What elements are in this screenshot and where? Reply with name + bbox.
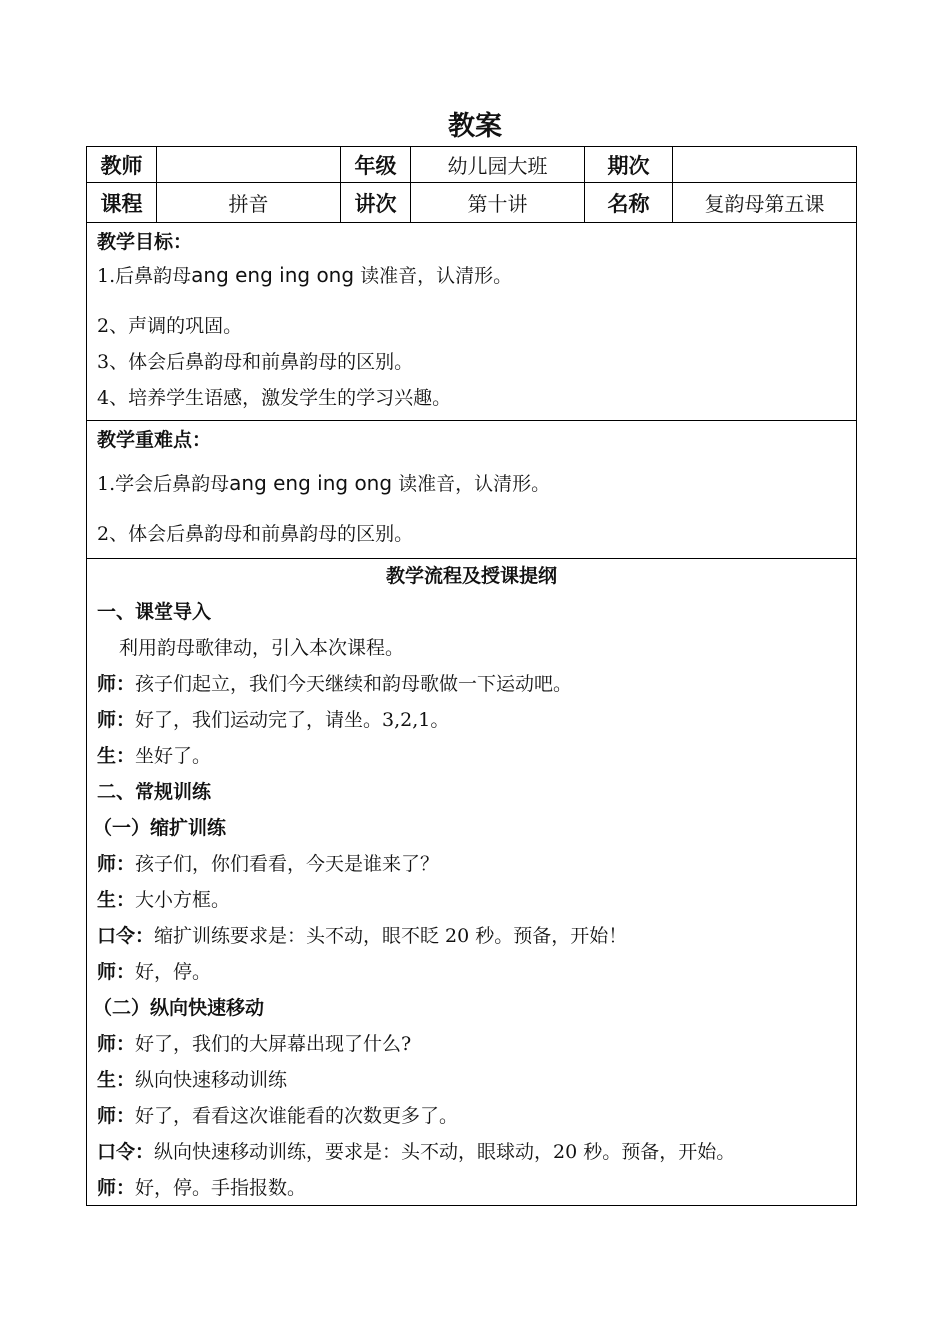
dialogue-line [97, 957, 211, 984]
dialogue-line [97, 705, 449, 732]
period-value [673, 147, 856, 182]
speaker-label: 师： [97, 1177, 136, 1199]
objective-3: 3、体会后鼻韵母和前鼻韵母的区别。 [97, 351, 414, 373]
speaker-label: 口令： [97, 1141, 155, 1163]
dialogue-text: 孩子们，你们看看，今天是谁来了？ [135, 853, 440, 875]
objective-1 [97, 261, 512, 288]
dialogue-line [97, 1065, 287, 1092]
speaker-label: 生： [97, 745, 136, 767]
dialogue-line [97, 669, 572, 696]
objective-4: 4、培养学生语感，激发学生的学习兴趣。 [97, 387, 452, 409]
section-2-title: 二、常规训练 [97, 781, 212, 803]
grade-label: 年级 [341, 147, 411, 182]
speaker-label: 师： [97, 709, 136, 731]
teacher-value [157, 147, 341, 182]
keypoint-1 [97, 469, 550, 496]
speaker-label: 师： [97, 961, 136, 983]
lesson-plan-table [86, 146, 857, 1206]
objectives-section [87, 223, 856, 421]
dialogue-line [97, 849, 439, 876]
subsection-1-title: （一）缩扩训练 [93, 817, 227, 839]
dialogue-line [97, 1101, 458, 1128]
objective-2: 2、声调的巩固。 [97, 315, 243, 337]
objective-1-prefix: 1.后鼻韵母 [97, 265, 192, 287]
objective-1-pinyin: ang eng ing ong [191, 263, 355, 287]
keypoint-1-prefix: 1.学会后鼻韵母 [97, 473, 230, 495]
objectives-heading: 教学目标： [97, 231, 193, 253]
name-value: 复韵母第五课 [704, 192, 825, 216]
keypoints-heading: 教学重难点： [97, 429, 212, 451]
lecture-value: 第十讲 [411, 183, 585, 222]
dialogue-text: 好，停。手指报数。 [135, 1177, 307, 1199]
page-title: 教案 [448, 111, 502, 142]
name-label: 名称 [585, 183, 673, 222]
dialogue-text: 缩扩训练要求是：头不动，眼不眨 20 秒。预备，开始！ [154, 925, 628, 947]
dialogue-line [97, 1029, 411, 1056]
keypoint-1-pinyin: ang eng ing ong [229, 471, 393, 495]
lecture-label: 讲次 [341, 183, 411, 222]
grade-value: 幼儿园大班 [411, 147, 585, 182]
speaker-label: 口令： [97, 925, 155, 947]
dialogue-text: 纵向快速移动训练，要求是：头不动，眼球动，20 秒。预备，开始。 [154, 1141, 736, 1163]
subsection-2-title: （二）纵向快速移动 [93, 997, 265, 1019]
speaker-label: 生： [97, 1069, 136, 1091]
flow-section [87, 559, 856, 1205]
teacher-label: 教师 [87, 147, 157, 182]
dialogue-line [97, 921, 627, 948]
course-label: 课程 [87, 183, 157, 222]
speaker-label: 师： [97, 853, 136, 875]
dialogue-text: 好了，我们的大屏幕出现了什么? [135, 1033, 412, 1055]
period-label: 期次 [585, 147, 673, 182]
info-row-1 [87, 147, 856, 183]
dialogue-line [97, 1137, 735, 1164]
dialogue-line [97, 741, 211, 768]
dialogue-text: 好了，看看这次谁能看的次数更多了。 [135, 1105, 459, 1127]
speaker-label: 师： [97, 673, 136, 695]
dialogue-text: 好了，我们运动完了，请坐。3,2,1。 [135, 709, 450, 731]
dialogue-text: 好，停。 [135, 961, 212, 983]
dialogue-text: 孩子们起立，我们今天继续和韵母歌做一下运动吧。 [135, 673, 573, 695]
info-row-2 [87, 183, 856, 223]
dialogue-line [97, 885, 230, 912]
speaker-label: 师： [97, 1033, 136, 1055]
dialogue-line [97, 1173, 306, 1200]
speaker-label: 师： [97, 1105, 136, 1127]
speaker-label: 生： [97, 889, 136, 911]
course-value: 拼音 [157, 183, 341, 222]
keypoint-1-suffix: 读准音，认清形。 [398, 473, 551, 495]
dialogue-text: 坐好了。 [135, 745, 212, 767]
keypoint-2: 2、体会后鼻韵母和前鼻韵母的区别。 [97, 523, 414, 545]
dialogue-text: 纵向快速移动训练 [135, 1069, 288, 1091]
flow-heading: 教学流程及授课提纲 [385, 565, 557, 587]
section-1-intro: 利用韵母歌律动，引入本次课程。 [119, 637, 405, 659]
keypoints-section [87, 421, 856, 559]
objective-1-suffix: 读准音，认清形。 [360, 265, 513, 287]
section-1-title: 一、课堂导入 [97, 601, 212, 623]
dialogue-text: 大小方框。 [135, 889, 231, 911]
